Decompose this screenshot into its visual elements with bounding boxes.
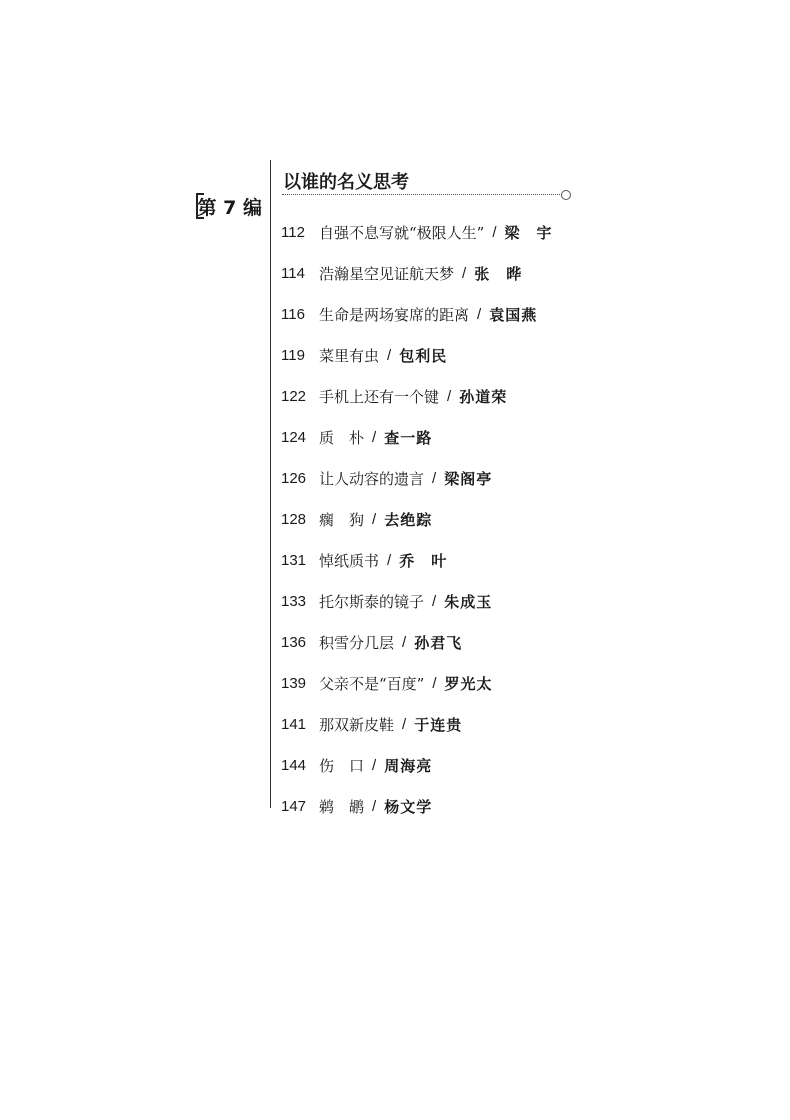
separator: / <box>462 265 467 282</box>
toc-entry[interactable] <box>281 581 553 622</box>
entry-author: 梁 宇 <box>504 224 553 242</box>
entry-title: 积雪分几层 <box>319 634 395 652</box>
entry-author: 罗光太 <box>444 675 493 693</box>
entry-author: 乔 叶 <box>399 552 448 570</box>
separator: / <box>432 593 437 610</box>
entry-author: 孙君飞 <box>414 634 463 652</box>
entry-author: 去绝踪 <box>384 511 433 529</box>
entry-title: 生命是两场宴席的距离 <box>319 306 470 324</box>
toc-entry[interactable] <box>281 335 553 376</box>
toc-entry[interactable] <box>281 417 553 458</box>
page-number: 122 <box>281 388 307 405</box>
page-number: 119 <box>281 347 305 364</box>
separator: / <box>492 224 497 241</box>
entry-title: 自强不息写就“极限人生” <box>319 224 485 242</box>
section-title: 以谁的名义思考 <box>283 172 409 193</box>
vertical-rule <box>270 160 271 808</box>
section-label: 第 7 编 <box>197 196 262 219</box>
toc-entry[interactable] <box>281 253 553 294</box>
separator: / <box>387 552 392 569</box>
toc-entry[interactable] <box>281 786 553 827</box>
entry-title: 菜里有虫 <box>319 347 380 365</box>
toc-entry[interactable] <box>281 745 553 786</box>
separator: / <box>372 798 377 815</box>
entry-title: 伤 口 <box>319 757 365 775</box>
entry-title: 手机上还有一个键 <box>319 388 440 406</box>
entry-author: 查一路 <box>384 429 433 447</box>
toc-entry[interactable] <box>281 704 553 745</box>
divider-end-circle <box>561 190 571 200</box>
separator: / <box>432 675 437 692</box>
entry-title: 悼纸质书 <box>319 552 380 570</box>
entry-author: 包利民 <box>399 347 448 365</box>
separator: / <box>402 634 407 651</box>
separator: / <box>477 306 482 323</box>
entry-title: 让人动容的遗言 <box>319 470 425 488</box>
page-number: 144 <box>281 757 307 774</box>
entry-title: 质 朴 <box>319 429 365 447</box>
page-number: 141 <box>281 716 307 733</box>
separator: / <box>447 388 452 405</box>
page-number: 131 <box>281 552 307 569</box>
entry-author: 杨文学 <box>384 798 433 816</box>
entry-title: 托尔斯泰的镜子 <box>319 593 425 611</box>
toc-entry[interactable] <box>281 458 553 499</box>
page-number: 147 <box>281 798 307 815</box>
page-number: 124 <box>281 429 307 446</box>
toc-entry[interactable] <box>281 663 553 704</box>
entry-author: 周海亮 <box>384 757 433 775</box>
page-number: 112 <box>281 224 305 241</box>
section-badge <box>196 193 267 219</box>
entry-author: 张 晔 <box>474 265 523 283</box>
badge-bracket <box>196 193 204 219</box>
entry-title: 那双新皮鞋 <box>319 716 395 734</box>
toc-entry[interactable] <box>281 294 553 335</box>
toc-list <box>281 212 553 827</box>
toc-entry[interactable] <box>281 499 553 540</box>
separator: / <box>372 511 377 528</box>
entry-author: 梁阁亭 <box>444 470 493 488</box>
separator: / <box>402 716 407 733</box>
separator: / <box>372 757 377 774</box>
page-number: 114 <box>281 265 305 282</box>
page-number: 133 <box>281 593 307 610</box>
toc-entry[interactable] <box>281 540 553 581</box>
dotted-divider <box>282 194 562 195</box>
entry-title: 鹈 鹕 <box>319 798 365 816</box>
entry-author: 袁国燕 <box>489 306 538 324</box>
entry-title: 浩瀚星空见证航天梦 <box>319 265 455 283</box>
entry-title: 瘸 狗 <box>319 511 365 529</box>
page-number: 126 <box>281 470 307 487</box>
separator: / <box>387 347 392 364</box>
toc-entry[interactable] <box>281 376 553 417</box>
page-number: 128 <box>281 511 307 528</box>
separator: / <box>432 470 437 487</box>
toc-entry[interactable] <box>281 622 553 663</box>
toc-entry[interactable] <box>281 212 553 253</box>
entry-author: 朱成玉 <box>444 593 493 611</box>
page-number: 139 <box>281 675 307 692</box>
page-number: 116 <box>281 306 305 323</box>
entry-author: 孙道荣 <box>459 388 508 406</box>
entry-author: 于连贵 <box>414 716 463 734</box>
page-number: 136 <box>281 634 307 651</box>
separator: / <box>372 429 377 446</box>
entry-title: 父亲不是“百度” <box>319 675 425 693</box>
